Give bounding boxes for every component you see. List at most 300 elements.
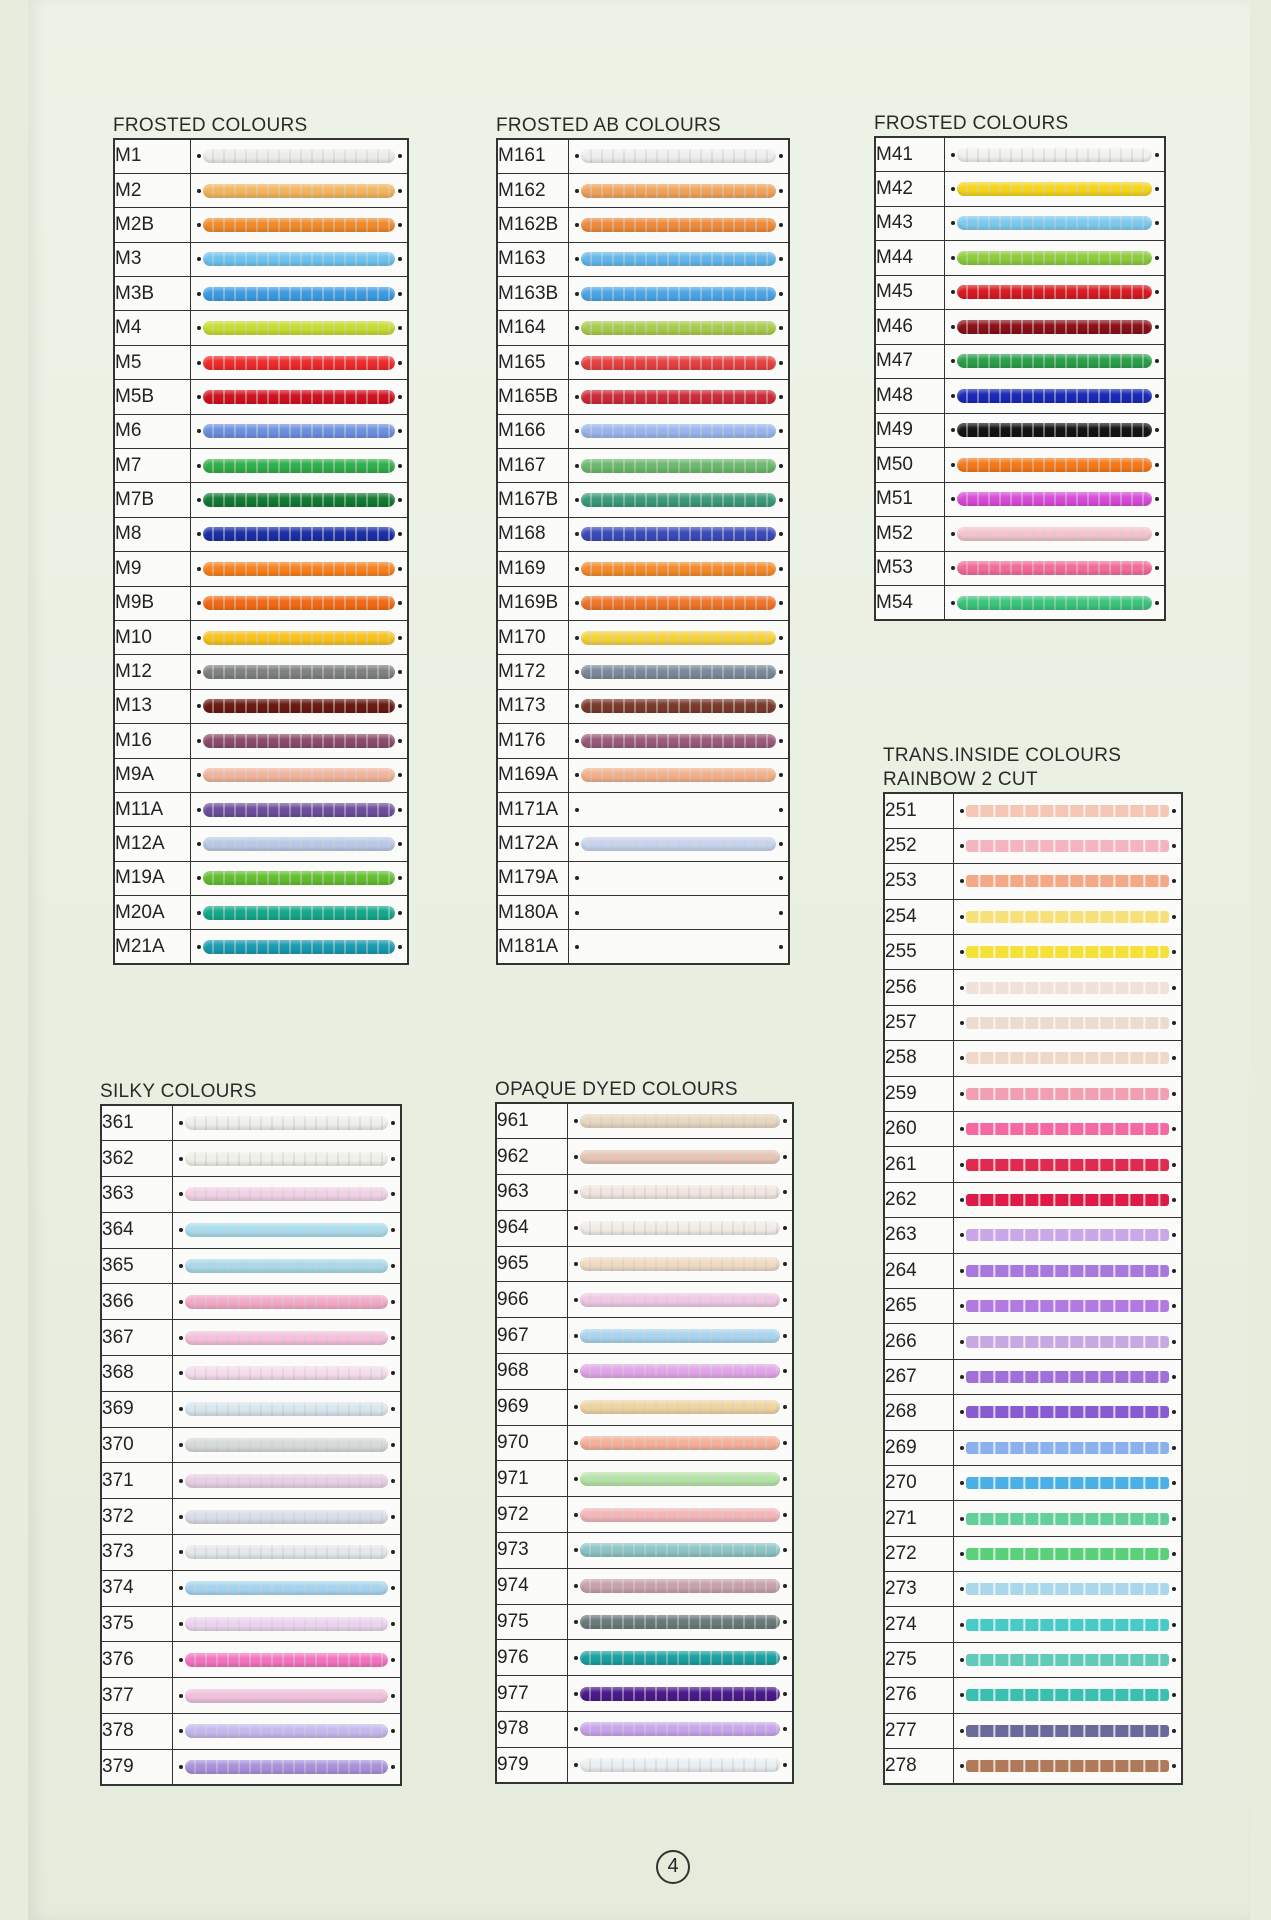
section-frosted-ab-colours — [496, 114, 790, 965]
bead-strand-cell — [954, 1749, 1183, 1784]
pin-left — [179, 1729, 183, 1733]
pin-right — [1172, 809, 1176, 813]
bead-strand-cell — [568, 1640, 794, 1676]
color-code: 256 — [884, 970, 954, 1005]
color-row — [496, 1425, 793, 1461]
bead-strand — [966, 1088, 1169, 1100]
bead-strand-cell — [173, 1105, 402, 1141]
pin-right — [1172, 915, 1176, 919]
pin-right — [783, 1119, 787, 1123]
bead-strand — [957, 458, 1152, 472]
color-code: 377 — [101, 1678, 173, 1714]
pin-left — [960, 1340, 964, 1344]
pin-left — [960, 1729, 964, 1733]
color-row — [101, 1248, 401, 1284]
color-row — [496, 1210, 793, 1246]
pin-right — [1155, 221, 1159, 225]
pin-right — [1172, 1163, 1176, 1167]
bead-strand — [581, 562, 776, 576]
color-code: M180A — [497, 896, 569, 930]
bead-strand-cell — [569, 517, 790, 551]
pin-right — [398, 189, 402, 193]
bead-strand-cell — [954, 1112, 1183, 1147]
color-code: 963 — [496, 1175, 568, 1211]
pin-right — [398, 739, 402, 743]
bead-strand-cell — [945, 172, 1166, 207]
pin-right — [391, 1264, 395, 1268]
bead-strand — [580, 1221, 780, 1235]
color-code: 974 — [496, 1568, 568, 1604]
color-row — [497, 930, 789, 964]
color-row — [497, 345, 789, 379]
pin-left — [574, 1262, 578, 1266]
bead-strand — [203, 184, 395, 198]
pin-right — [398, 636, 402, 640]
bead-strand-cell — [568, 1139, 794, 1175]
pin-left — [575, 361, 579, 365]
color-row — [497, 827, 789, 861]
pin-left — [179, 1622, 183, 1626]
color-code: 259 — [884, 1076, 954, 1111]
color-code: M2 — [114, 173, 191, 207]
color-row — [101, 1284, 401, 1320]
pin-left — [197, 636, 201, 640]
bead-strand — [580, 1543, 780, 1557]
bead-strand-cell — [954, 1288, 1183, 1323]
pin-right — [398, 429, 402, 433]
color-code: 274 — [884, 1607, 954, 1642]
bead-strand — [966, 1654, 1169, 1666]
color-row — [875, 310, 1165, 345]
pin-left — [575, 532, 579, 536]
pin-right — [398, 911, 402, 915]
pin-right — [391, 1550, 395, 1554]
bead-strand-cell — [569, 242, 790, 276]
bead-strand — [957, 251, 1152, 265]
color-code: 970 — [496, 1425, 568, 1461]
pin-right — [779, 636, 783, 640]
bead-strand-cell — [954, 1607, 1183, 1642]
color-row — [884, 1112, 1182, 1147]
color-row — [496, 1497, 793, 1533]
bead-strand-cell — [173, 1606, 402, 1642]
color-code: 965 — [496, 1246, 568, 1282]
color-row — [497, 758, 789, 792]
pin-right — [398, 842, 402, 846]
bead-strand — [580, 1651, 780, 1665]
color-code: 368 — [101, 1356, 173, 1392]
color-code: M51 — [875, 482, 945, 517]
color-row — [497, 724, 789, 758]
bead-strand-cell — [173, 1177, 402, 1213]
color-row — [101, 1499, 401, 1535]
bead-strand — [966, 1052, 1169, 1064]
bead-strand — [957, 216, 1152, 230]
color-code: M163B — [497, 277, 569, 311]
color-row — [884, 1430, 1182, 1465]
color-code: 270 — [884, 1465, 954, 1500]
pin-right — [1172, 1092, 1176, 1096]
color-code: M11A — [114, 792, 191, 826]
pin-right — [1155, 359, 1159, 363]
bead-strand — [203, 321, 395, 335]
color-row — [496, 1389, 793, 1425]
bead-strand-cell — [173, 1212, 402, 1248]
pin-left — [197, 911, 201, 915]
pin-left — [960, 1056, 964, 1060]
bead-strand — [957, 148, 1152, 162]
color-row — [497, 620, 789, 654]
bead-strand-cell — [191, 242, 409, 276]
pin-right — [391, 1479, 395, 1483]
color-row — [497, 242, 789, 276]
pin-right — [783, 1620, 787, 1624]
color-code: 375 — [101, 1606, 173, 1642]
bead-strand — [185, 1653, 388, 1667]
color-row — [875, 586, 1165, 621]
bead-strand — [203, 493, 395, 507]
pin-right — [1172, 1340, 1176, 1344]
bead-strand — [966, 1336, 1169, 1348]
color-row — [875, 379, 1165, 414]
pin-right — [398, 223, 402, 227]
bead-strand-cell — [945, 137, 1166, 172]
bead-strand-cell — [954, 1076, 1183, 1111]
color-row — [497, 517, 789, 551]
bead-strand-cell — [569, 380, 790, 414]
color-code: 374 — [101, 1570, 173, 1606]
pin-left — [951, 428, 955, 432]
bead-strand-cell — [569, 792, 790, 826]
bead-strand-cell — [191, 208, 409, 242]
color-row — [884, 1041, 1182, 1076]
pin-left — [197, 670, 201, 674]
pin-left — [197, 292, 201, 296]
color-code: 362 — [101, 1141, 173, 1177]
color-code: 978 — [496, 1712, 568, 1748]
color-code: M181A — [497, 930, 569, 964]
pin-right — [1172, 1658, 1176, 1662]
bead-strand-cell — [173, 1427, 402, 1463]
bead-strand-cell — [173, 1714, 402, 1750]
pin-right — [779, 670, 783, 674]
color-row — [875, 413, 1165, 448]
color-code: 272 — [884, 1536, 954, 1571]
pin-right — [398, 292, 402, 296]
bead-strand — [581, 665, 776, 679]
pin-left — [951, 325, 955, 329]
pin-left — [179, 1586, 183, 1590]
bead-strand-cell — [954, 1253, 1183, 1288]
bead-strand — [185, 1295, 388, 1309]
color-code: M6 — [114, 414, 191, 448]
color-row — [114, 552, 408, 586]
pin-left — [197, 395, 201, 399]
bead-strand — [203, 631, 395, 645]
color-code: 252 — [884, 828, 954, 863]
bead-strand-cell — [954, 793, 1183, 828]
pin-left — [960, 1198, 964, 1202]
color-code: 976 — [496, 1640, 568, 1676]
pin-left — [951, 601, 955, 605]
bead-strand — [185, 1259, 388, 1273]
pin-left — [197, 257, 201, 261]
color-row — [884, 1147, 1182, 1182]
color-code: 255 — [884, 935, 954, 970]
bead-strand-cell — [569, 620, 790, 654]
bead-strand — [185, 1187, 388, 1201]
color-row — [884, 1572, 1182, 1607]
color-code: M46 — [875, 310, 945, 345]
color-code: 979 — [496, 1747, 568, 1783]
bead-strand-cell — [173, 1570, 402, 1606]
color-table — [883, 792, 1183, 1785]
color-row — [884, 1642, 1182, 1677]
color-code: 376 — [101, 1642, 173, 1678]
color-row — [496, 1318, 793, 1354]
color-row — [114, 208, 408, 242]
bead-strand-cell — [569, 758, 790, 792]
pin-right — [1155, 532, 1159, 536]
bead-strand — [185, 1510, 388, 1524]
pin-right — [779, 773, 783, 777]
color-row — [884, 970, 1182, 1005]
bead-strand-cell — [954, 864, 1183, 899]
color-row — [884, 1713, 1182, 1748]
color-code: 257 — [884, 1005, 954, 1040]
color-code: 961 — [496, 1103, 568, 1139]
bead-strand — [203, 562, 395, 576]
bead-strand — [185, 1545, 388, 1559]
pin-right — [779, 498, 783, 502]
bead-strand — [957, 492, 1152, 506]
color-code: 364 — [101, 1212, 173, 1248]
pin-left — [197, 842, 201, 846]
bead-strand-cell — [568, 1676, 794, 1712]
bead-strand-cell — [191, 173, 409, 207]
bead-strand-cell — [569, 586, 790, 620]
color-row — [497, 208, 789, 242]
pin-right — [398, 773, 402, 777]
color-code: 263 — [884, 1218, 954, 1253]
color-row — [497, 173, 789, 207]
pin-left — [960, 1127, 964, 1131]
bead-strand-cell — [191, 586, 409, 620]
color-row — [114, 827, 408, 861]
color-row — [497, 861, 789, 895]
pin-left — [575, 223, 579, 227]
bead-strand — [185, 1724, 388, 1738]
color-code: 361 — [101, 1105, 173, 1141]
bead-strand-cell — [191, 345, 409, 379]
color-row — [114, 792, 408, 826]
pin-left — [951, 566, 955, 570]
pin-left — [960, 1269, 964, 1273]
color-row — [101, 1606, 401, 1642]
bead-strand — [966, 1159, 1169, 1171]
bead-strand-cell — [173, 1248, 402, 1284]
pin-right — [1155, 256, 1159, 260]
pin-right — [1172, 986, 1176, 990]
color-row — [496, 1354, 793, 1390]
bead-strand-cell — [954, 1430, 1183, 1465]
color-code: 373 — [101, 1535, 173, 1571]
color-row — [875, 448, 1165, 483]
pin-left — [574, 1298, 578, 1302]
pin-left — [960, 1092, 964, 1096]
bead-strand — [580, 1758, 780, 1772]
color-code: M21A — [114, 930, 191, 964]
color-code: M172A — [497, 827, 569, 861]
pin-right — [391, 1765, 395, 1769]
color-code: 379 — [101, 1749, 173, 1785]
color-row — [101, 1141, 401, 1177]
pin-left — [575, 842, 579, 846]
pin-right — [783, 1334, 787, 1338]
pin-right — [1172, 1481, 1176, 1485]
page-number: 4 — [656, 1850, 690, 1884]
pin-left — [179, 1550, 183, 1554]
color-code: M3 — [114, 242, 191, 276]
pin-left — [179, 1300, 183, 1304]
color-code: M19A — [114, 861, 191, 895]
color-row — [496, 1533, 793, 1569]
bead-strand-cell — [173, 1642, 402, 1678]
color-row — [884, 1678, 1182, 1713]
color-table — [874, 136, 1166, 621]
bead-strand-cell — [569, 896, 790, 930]
bead-strand-cell — [191, 827, 409, 861]
color-table — [495, 1102, 794, 1784]
bead-strand-cell — [945, 413, 1166, 448]
bead-strand — [580, 1615, 780, 1629]
pin-left — [575, 189, 579, 193]
color-code: M170 — [497, 620, 569, 654]
bead-strand — [203, 252, 395, 266]
pin-left — [179, 1694, 183, 1698]
bead-strand — [203, 803, 395, 817]
pin-right — [783, 1155, 787, 1159]
color-code: 273 — [884, 1572, 954, 1607]
pin-left — [960, 1764, 964, 1768]
pin-right — [1172, 1410, 1176, 1414]
pin-right — [779, 876, 783, 880]
color-code: 266 — [884, 1324, 954, 1359]
pin-right — [1172, 1693, 1176, 1697]
pin-right — [1172, 1764, 1176, 1768]
pin-left — [575, 292, 579, 296]
color-row — [884, 1749, 1182, 1784]
bead-strand-cell — [945, 344, 1166, 379]
pin-left — [575, 154, 579, 158]
pin-left — [960, 1446, 964, 1450]
section-title: TRANS.INSIDE COLOURS RAINBOW 2 CUT — [883, 745, 1122, 790]
pin-left — [575, 704, 579, 708]
pin-right — [779, 395, 783, 399]
color-code: 251 — [884, 793, 954, 828]
pin-right — [398, 464, 402, 468]
bead-strand-cell — [954, 1218, 1183, 1253]
section-title: FROSTED COLOURS — [874, 113, 1069, 134]
pin-left — [197, 189, 201, 193]
pin-right — [1155, 497, 1159, 501]
pin-left — [960, 1481, 964, 1485]
bead-strand — [203, 837, 395, 851]
pin-right — [1172, 1233, 1176, 1237]
color-code: M42 — [875, 172, 945, 207]
color-code: 269 — [884, 1430, 954, 1465]
bead-strand-cell — [568, 1354, 794, 1390]
pin-right — [398, 498, 402, 502]
bead-strand — [581, 493, 776, 507]
color-row — [875, 517, 1165, 552]
color-row — [101, 1714, 401, 1750]
bead-strand — [185, 1617, 388, 1631]
color-code: M13 — [114, 689, 191, 723]
color-row — [875, 275, 1165, 310]
bead-strand-cell — [568, 1568, 794, 1604]
pin-right — [1155, 290, 1159, 294]
pin-right — [391, 1694, 395, 1698]
pin-right — [398, 361, 402, 365]
color-row — [114, 483, 408, 517]
pin-right — [1155, 325, 1159, 329]
bead-strand — [966, 1265, 1169, 1277]
pin-right — [391, 1407, 395, 1411]
color-code: 977 — [496, 1676, 568, 1712]
bead-strand-cell — [569, 345, 790, 379]
bead-strand-cell — [191, 380, 409, 414]
color-code: M7B — [114, 483, 191, 517]
pin-left — [197, 704, 201, 708]
pin-right — [1172, 1375, 1176, 1379]
bead-strand-cell — [568, 1747, 794, 1783]
color-row — [884, 1288, 1182, 1323]
pin-left — [197, 808, 201, 812]
pin-left — [951, 153, 955, 157]
color-code: M41 — [875, 137, 945, 172]
bead-strand-cell — [568, 1103, 794, 1139]
pin-right — [391, 1300, 395, 1304]
pin-right — [1172, 1517, 1176, 1521]
bead-strand-cell — [954, 1395, 1183, 1430]
bead-strand-cell — [954, 828, 1183, 863]
pin-right — [779, 326, 783, 330]
pin-right — [1172, 1446, 1176, 1450]
bead-strand-cell — [191, 655, 409, 689]
pin-left — [575, 498, 579, 502]
pin-left — [575, 739, 579, 743]
bead-strand-cell — [945, 586, 1166, 621]
pin-right — [783, 1262, 787, 1266]
bead-strand — [966, 1123, 1169, 1135]
color-row — [884, 1182, 1182, 1217]
bead-strand — [966, 1017, 1169, 1029]
pin-left — [575, 876, 579, 880]
section-frosted-colours-2 — [874, 112, 1166, 621]
bead-strand — [185, 1438, 388, 1452]
bead-strand — [957, 389, 1152, 403]
color-row — [884, 828, 1182, 863]
pin-left — [574, 1119, 578, 1123]
bead-strand-cell — [173, 1141, 402, 1177]
bead-strand-cell — [945, 448, 1166, 483]
color-row — [884, 1324, 1182, 1359]
pin-left — [574, 1477, 578, 1481]
color-code: M53 — [875, 551, 945, 586]
color-code: M5 — [114, 345, 191, 379]
pin-left — [197, 739, 201, 743]
